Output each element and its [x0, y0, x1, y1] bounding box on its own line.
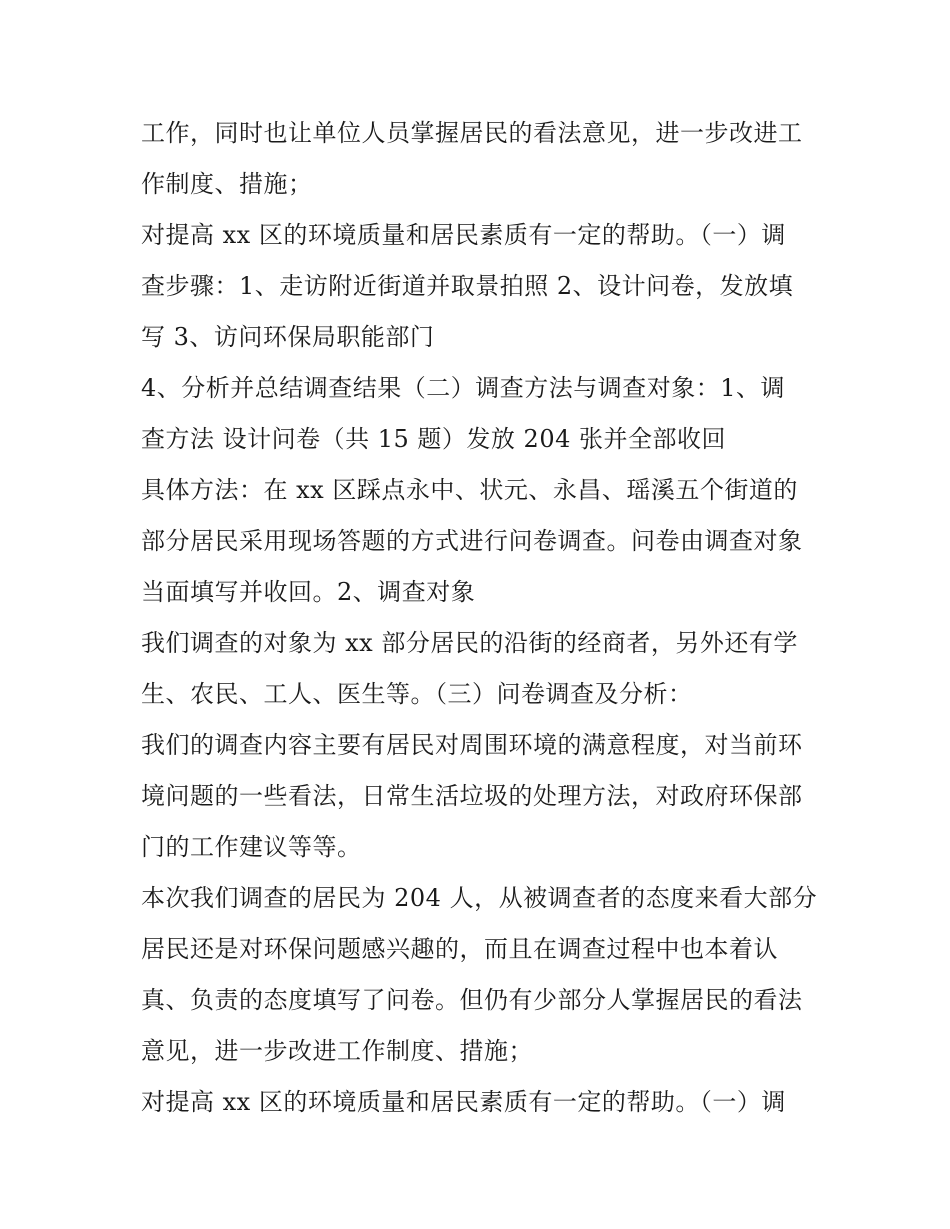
text-line: 对提高 xx 区的环境质量和居民素质有一定的帮助。（一）调	[141, 221, 786, 249]
text-line: 意见，进一步改进工作制度、措施；	[141, 1037, 533, 1065]
text-line: 境问题的一些看法，日常生活垃圾的处理方法，对政府环保部	[141, 782, 803, 810]
text-line: 我们的调查内容主要有居民对周围环境的满意程度，对当前环	[141, 731, 803, 759]
text-line: 我们调查的对象为 xx 部分居民的沿街的经商者，另外还有学	[141, 629, 798, 657]
text-line: 查步骤：1、走访附近街道并取景拍照 2、设计问卷，发放填	[141, 272, 794, 300]
text-line: 4、分析并总结调查结果（二）调查方法与调查对象：1、调	[141, 374, 786, 402]
text-line: 部分居民采用现场答题的方式进行问卷调查。问卷由调查对象	[141, 527, 803, 555]
document-body	[141, 108, 831, 1128]
text-line: 查方法 设计问卷（共 15 题）发放 204 张并全部收回	[141, 425, 726, 453]
text-line: 对提高 xx 区的环境质量和居民素质有一定的帮助。（一）调	[141, 1088, 786, 1116]
text-line: 写 3、访问环保局职能部门	[141, 323, 435, 351]
text-line: 工作，同时也让单位人员掌握居民的看法意见，进一步改进工	[141, 119, 803, 147]
text-line: 当面填写并收回。2、调查对象	[141, 578, 476, 606]
text-line: 居民还是对环保问题感兴趣的，而且在调查过程中也本着认	[141, 935, 778, 963]
text-line: 具体方法：在 xx 区踩点永中、状元、永昌、瑶溪五个街道的	[141, 476, 798, 504]
text-line: 真、负责的态度填写了问卷。但仍有少部分人掌握居民的看法	[141, 986, 803, 1014]
text-line: 作制度、措施；	[141, 170, 313, 198]
text-line: 生、农民、工人、医生等。（三）问卷调查及分析：	[141, 680, 693, 708]
text-line: 门的工作建议等等。	[141, 833, 362, 861]
text-line: 本次我们调查的居民为 204 人，从被调查者的态度来看大部分	[141, 884, 818, 912]
